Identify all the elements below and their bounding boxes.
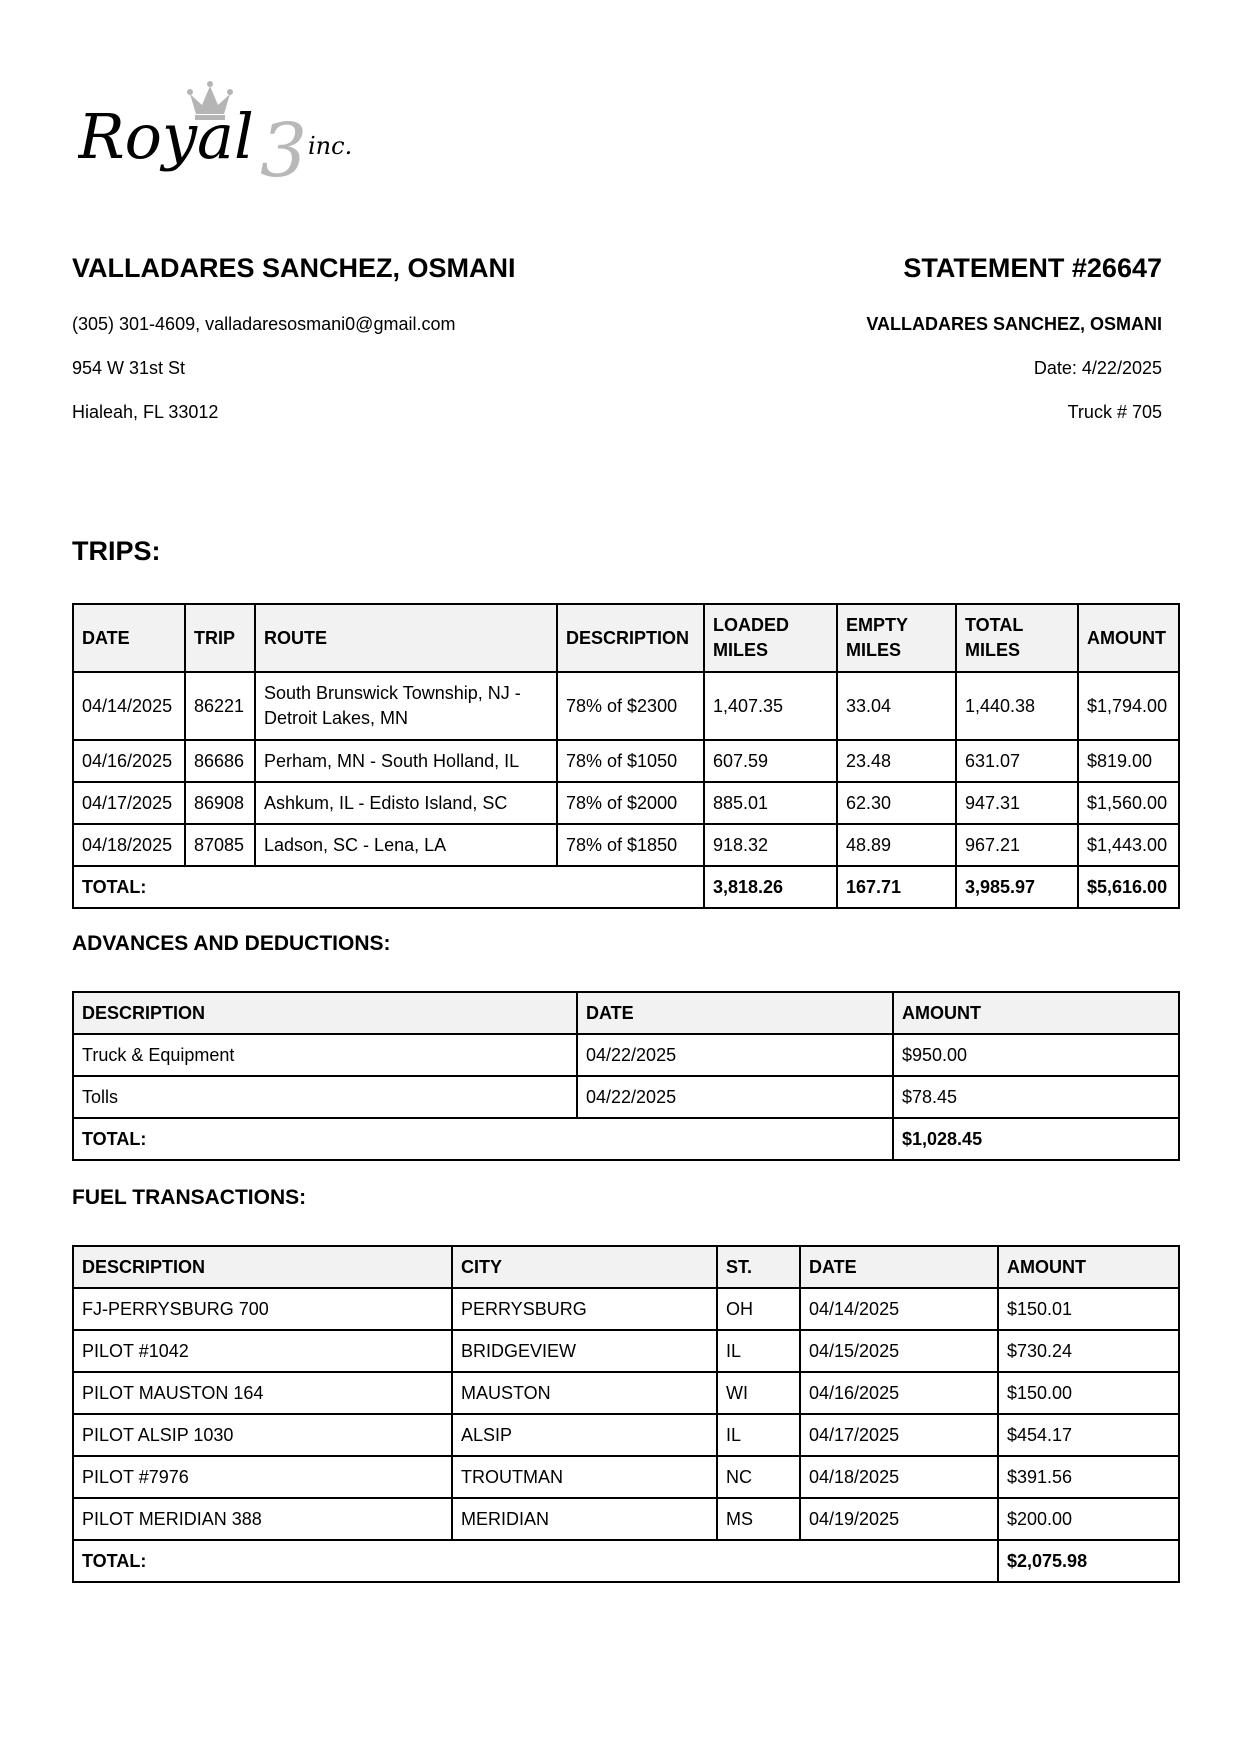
driver-info xyxy=(72,252,516,445)
table-cell: 1,407.35 xyxy=(704,672,837,740)
svg-text:Royal: Royal xyxy=(78,100,254,173)
statement-date: Date: 4/22/2025 xyxy=(1033,358,1162,378)
total-row xyxy=(73,1118,1179,1160)
table-cell: $454.17 xyxy=(998,1414,1179,1456)
trips-title: TRIPS: xyxy=(72,536,161,566)
total-label: TOTAL: xyxy=(73,1118,893,1160)
column-header: LOADED MILES xyxy=(704,604,837,672)
column-header: AMOUNT xyxy=(1078,604,1179,672)
column-header: ROUTE xyxy=(255,604,557,672)
table-cell: $391.56 xyxy=(998,1456,1179,1498)
total-amount: $1,028.45 xyxy=(893,1118,1179,1160)
company-logo xyxy=(78,78,388,196)
table-cell: TROUTMAN xyxy=(452,1456,717,1498)
column-header: CITY xyxy=(452,1246,717,1288)
column-header: TOTAL MILES xyxy=(956,604,1078,672)
table-row xyxy=(73,1076,1179,1118)
table-cell: 607.59 xyxy=(704,740,837,782)
fuel-table xyxy=(72,1245,1180,1583)
table-row xyxy=(73,824,1179,866)
column-header: TRIP xyxy=(185,604,255,672)
table-cell: ALSIP xyxy=(452,1414,717,1456)
table-cell: IL xyxy=(717,1330,800,1372)
table-header-row xyxy=(73,992,1179,1034)
table-cell: 04/18/2025 xyxy=(73,824,185,866)
statement-truck: Truck # 705 xyxy=(1067,402,1162,422)
table-cell: Perham, MN - South Holland, IL xyxy=(255,740,557,782)
table-cell: OH xyxy=(717,1288,800,1330)
table-cell: $1,443.00 xyxy=(1078,824,1179,866)
table-cell: South Brunswick Township, NJ - Detroit Lakes, MN xyxy=(255,672,557,740)
table-cell: 86221 xyxy=(185,672,255,740)
advances-title: ADVANCES AND DEDUCTIONS: xyxy=(72,932,391,955)
table-cell: 04/16/2025 xyxy=(800,1372,998,1414)
table-cell: $1,560.00 xyxy=(1078,782,1179,824)
table-cell: 1,440.38 xyxy=(956,672,1078,740)
table-cell: $150.00 xyxy=(998,1372,1179,1414)
table-cell: 04/22/2025 xyxy=(577,1034,893,1076)
table-cell: IL xyxy=(717,1414,800,1456)
table-cell: PILOT MERIDIAN 388 xyxy=(73,1498,452,1540)
table-cell: PERRYSBURG xyxy=(452,1288,717,1330)
table-cell: WI xyxy=(717,1372,800,1414)
column-header: DATE xyxy=(73,604,185,672)
table-cell: 04/22/2025 xyxy=(577,1076,893,1118)
statement-title: STATEMENT #26647 xyxy=(903,253,1162,283)
total-amount: $5,616.00 xyxy=(1078,866,1179,908)
table-cell: 885.01 xyxy=(704,782,837,824)
total-amount: $2,075.98 xyxy=(998,1540,1179,1582)
table-cell: 04/17/2025 xyxy=(73,782,185,824)
table-cell: 631.07 xyxy=(956,740,1078,782)
table-row xyxy=(73,1034,1179,1076)
table-cell: 78% of $1050 xyxy=(557,740,704,782)
driver-name: VALLADARES SANCHEZ, OSMANI xyxy=(72,253,516,283)
table-cell: Ladson, SC - Lena, LA xyxy=(255,824,557,866)
table-row xyxy=(73,1372,1179,1414)
total-loaded-miles: 3,818.26 xyxy=(704,866,837,908)
total-miles: 3,985.97 xyxy=(956,866,1078,908)
table-header-row xyxy=(73,1246,1179,1288)
table-cell: 78% of $1850 xyxy=(557,824,704,866)
column-header: DATE xyxy=(800,1246,998,1288)
svg-text:inc.: inc. xyxy=(308,132,353,160)
statement-name: VALLADARES SANCHEZ, OSMANI xyxy=(866,314,1162,334)
table-cell: 967.21 xyxy=(956,824,1078,866)
driver-contact: (305) 301-4609, valladaresosmani0@gmail.com xyxy=(72,314,456,334)
table-cell: 87085 xyxy=(185,824,255,866)
column-header: DESCRIPTION xyxy=(73,1246,452,1288)
table-cell: Truck & Equipment xyxy=(73,1034,577,1076)
total-label: TOTAL: xyxy=(73,866,704,908)
table-cell: 62.30 xyxy=(837,782,956,824)
total-row xyxy=(73,1540,1179,1582)
table-cell: 04/19/2025 xyxy=(800,1498,998,1540)
table-cell: 947.31 xyxy=(956,782,1078,824)
table-row xyxy=(73,1414,1179,1456)
table-cell: 918.32 xyxy=(704,824,837,866)
table-cell: 04/14/2025 xyxy=(73,672,185,740)
table-cell: MAUSTON xyxy=(452,1372,717,1414)
table-cell: PILOT ALSIP 1030 xyxy=(73,1414,452,1456)
total-label: TOTAL: xyxy=(73,1540,998,1582)
table-cell: BRIDGEVIEW xyxy=(452,1330,717,1372)
driver-address-line2: Hialeah, FL 33012 xyxy=(72,402,219,422)
table-cell: $200.00 xyxy=(998,1498,1179,1540)
column-header: ST. xyxy=(717,1246,800,1288)
table-cell: 04/14/2025 xyxy=(800,1288,998,1330)
royal3-logo-icon xyxy=(78,78,388,196)
table-row xyxy=(73,672,1179,740)
table-cell: 04/17/2025 xyxy=(800,1414,998,1456)
table-cell: FJ-PERRYSBURG 700 xyxy=(73,1288,452,1330)
fuel-title: FUEL TRANSACTIONS: xyxy=(72,1186,307,1209)
table-header-row xyxy=(73,604,1179,672)
table-cell: $730.24 xyxy=(998,1330,1179,1372)
driver-address-line1: 954 W 31st St xyxy=(72,358,186,378)
column-header: EMPTY MILES xyxy=(837,604,956,672)
table-cell: 78% of $2300 xyxy=(557,672,704,740)
column-header: AMOUNT xyxy=(893,992,1179,1034)
table-row xyxy=(73,1288,1179,1330)
table-cell: $950.00 xyxy=(893,1034,1179,1076)
table-row xyxy=(73,782,1179,824)
advances-table xyxy=(72,991,1180,1161)
total-empty-miles: 167.71 xyxy=(837,866,956,908)
table-cell: MS xyxy=(717,1498,800,1540)
table-cell: 48.89 xyxy=(837,824,956,866)
column-header: DATE xyxy=(577,992,893,1034)
table-cell: Tolls xyxy=(73,1076,577,1118)
table-cell: 04/16/2025 xyxy=(73,740,185,782)
table-cell: 86686 xyxy=(185,740,255,782)
table-cell: Ashkum, IL - Edisto Island, SC xyxy=(255,782,557,824)
table-row xyxy=(73,1498,1179,1540)
table-cell: $78.45 xyxy=(893,1076,1179,1118)
table-cell: 04/15/2025 xyxy=(800,1330,998,1372)
total-row xyxy=(73,866,1179,908)
table-row xyxy=(73,740,1179,782)
table-cell: 04/18/2025 xyxy=(800,1456,998,1498)
table-cell: $819.00 xyxy=(1078,740,1179,782)
trips-table xyxy=(72,603,1180,909)
table-cell: PILOT #7976 xyxy=(73,1456,452,1498)
column-header: DESCRIPTION xyxy=(557,604,704,672)
column-header: AMOUNT xyxy=(998,1246,1179,1288)
statement-info xyxy=(866,252,1162,445)
table-row xyxy=(73,1456,1179,1498)
table-cell: PILOT MAUSTON 164 xyxy=(73,1372,452,1414)
table-cell: 78% of $2000 xyxy=(557,782,704,824)
svg-text:3: 3 xyxy=(260,108,308,194)
table-cell: 23.48 xyxy=(837,740,956,782)
column-header: DESCRIPTION xyxy=(73,992,577,1034)
table-cell: 33.04 xyxy=(837,672,956,740)
table-cell: MERIDIAN xyxy=(452,1498,717,1540)
table-cell: $150.01 xyxy=(998,1288,1179,1330)
table-cell: NC xyxy=(717,1456,800,1498)
table-row xyxy=(73,1330,1179,1372)
table-cell: $1,794.00 xyxy=(1078,672,1179,740)
table-cell: PILOT #1042 xyxy=(73,1330,452,1372)
table-cell: 86908 xyxy=(185,782,255,824)
